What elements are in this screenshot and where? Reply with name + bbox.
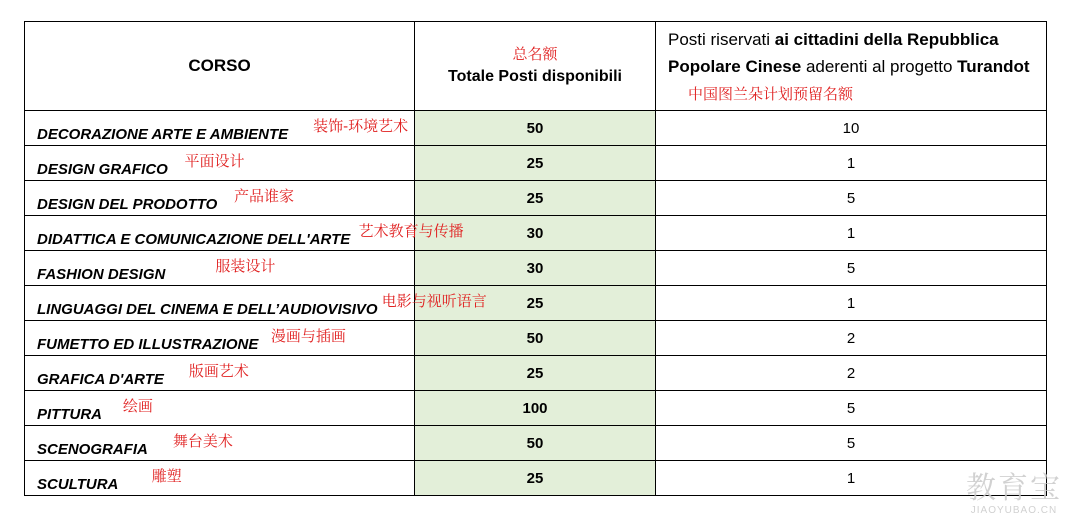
course-cell (25, 286, 487, 321)
table-row (25, 251, 1047, 286)
reserved-cell: 5 (656, 181, 1047, 216)
reserved-header-part1: Posti riservati (668, 30, 775, 49)
course-name-cn: 漫画与插画 (270, 327, 346, 345)
total-cell: 30 (415, 216, 656, 251)
table-row (25, 321, 1047, 356)
total-cell: 25 (415, 286, 656, 321)
table-row (25, 181, 1047, 216)
course-header: CORSO (25, 22, 415, 111)
reserved-cell: 1 (656, 146, 1047, 181)
course-cell (25, 391, 415, 426)
course-name-cn: 装饰-环境艺术 (313, 117, 409, 135)
course-cell (25, 216, 464, 251)
total-cell: 25 (415, 461, 656, 496)
header-row (25, 22, 1047, 111)
course-name: SCULTURA (37, 475, 119, 493)
course-name-cn: 服装设计 (215, 257, 276, 275)
total-header-it: Totale Posti disponibili (448, 68, 622, 85)
course-name: FUMETTO ED ILLUSTRAZIONE (37, 335, 259, 353)
total-header-cn: 总名额 (512, 46, 558, 63)
reserved-cell: 2 (656, 321, 1047, 356)
reserved-cell: 1 (656, 216, 1047, 251)
reserved-cell: 2 (656, 356, 1047, 391)
reserved-header-bold1: ai cittadini della Repubblica Popolare Cinese (668, 30, 999, 76)
course-name-cn: 版画艺术 (188, 362, 249, 380)
watermark-text: 教育宝 (966, 472, 1062, 505)
course-name: DECORAZIONE ARTE E AMBIENTE (37, 125, 289, 143)
reserved-header (656, 22, 1047, 111)
total-cell: 25 (415, 146, 656, 181)
reserved-cell: 5 (656, 391, 1047, 426)
table-row (25, 146, 1047, 181)
posti-table (24, 21, 1047, 496)
total-cell: 100 (415, 391, 656, 426)
total-cell: 50 (415, 321, 656, 356)
course-name-cn: 雕塑 (151, 467, 182, 485)
total-cell: 25 (415, 356, 656, 391)
reserved-cell: 5 (656, 251, 1047, 286)
course-name-cn: 产品谁家 (233, 187, 294, 205)
course-cell (25, 461, 415, 496)
course-name: DESIGN GRAFICO (37, 160, 168, 178)
course-name-cn: 艺术教育与传播 (358, 222, 464, 240)
reserved-header-cn: 中国图兰朵计划预留名额 (688, 86, 854, 103)
course-name-cn: 绘画 (122, 397, 153, 415)
course-name: FASHION DESIGN (37, 265, 166, 283)
table-row (25, 356, 1047, 391)
course-cell (25, 146, 415, 181)
course-cell (25, 356, 415, 391)
course-name: DESIGN DEL PRODOTTO (37, 195, 218, 213)
table-row (25, 286, 1047, 321)
total-cell: 30 (415, 251, 656, 286)
total-header (415, 22, 656, 111)
course-cell (25, 181, 415, 216)
course-name: PITTURA (37, 405, 102, 423)
course-cell (25, 251, 415, 286)
total-cell: 50 (415, 426, 656, 461)
reserved-cell: 1 (656, 461, 1047, 496)
watermark-url: JIAOYUBAO.CN (970, 505, 1058, 516)
course-cell (25, 426, 415, 461)
table-row (25, 426, 1047, 461)
reserved-cell: 5 (656, 426, 1047, 461)
table-row (25, 111, 1047, 146)
course-name: SCENOGRAFIA (37, 440, 148, 458)
table-row (25, 461, 1047, 496)
reserved-header-bold2: Turandot (957, 57, 1030, 76)
table-row (25, 216, 1047, 251)
reserved-header-part2: aderenti al progetto (801, 57, 958, 76)
reserved-cell: 10 (656, 111, 1047, 146)
course-name-cn: 电影与视听语言 (381, 292, 487, 310)
watermark-logo (966, 473, 1062, 516)
course-cell (25, 111, 415, 146)
course-name: LINGUAGGI DEL CINEMA E DELL’AUDIOVISIVO (37, 300, 378, 318)
course-name-cn: 舞台美术 (172, 432, 233, 450)
course-name-cn: 平面设计 (184, 152, 245, 170)
reserved-cell: 1 (656, 286, 1047, 321)
table-row (25, 391, 1047, 426)
course-cell (25, 321, 415, 356)
course-name: DIDATTICA E COMUNICAZIONE DELL'ARTE (37, 230, 351, 248)
total-cell: 50 (415, 111, 656, 146)
total-cell: 25 (415, 181, 656, 216)
course-name: GRAFICA D'ARTE (37, 370, 164, 388)
